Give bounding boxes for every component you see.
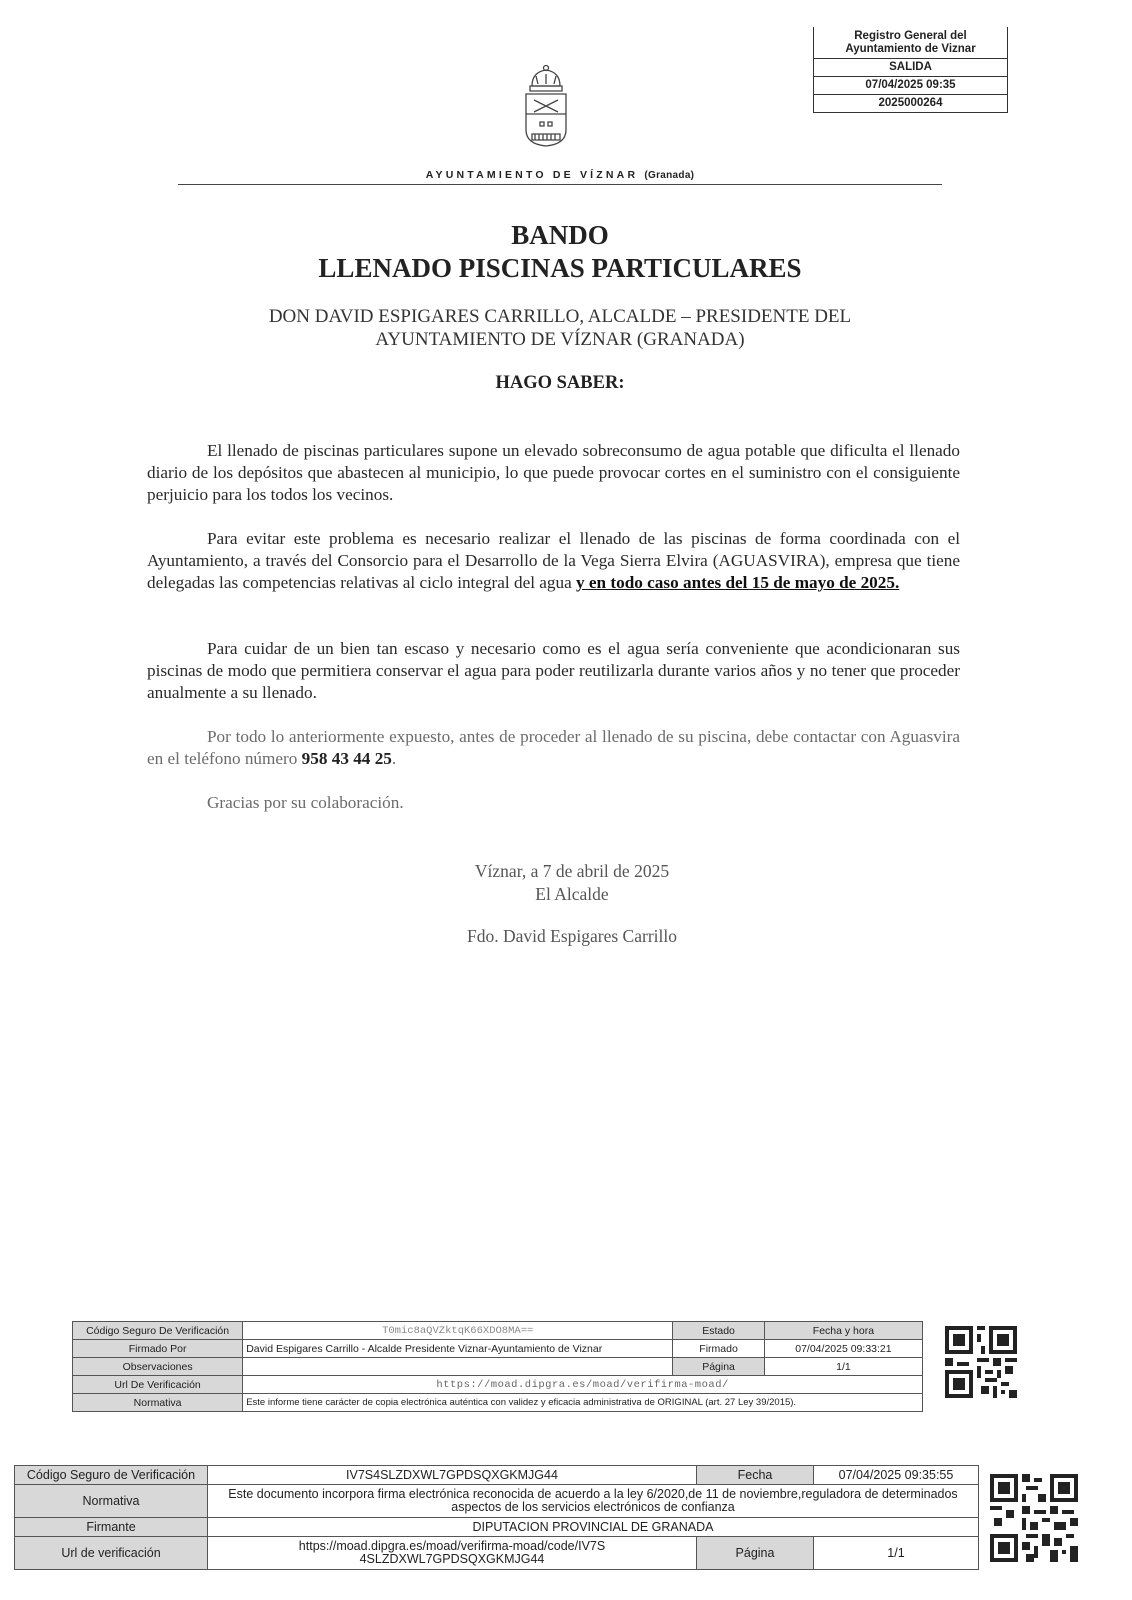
fecha-hora-value: 07/04/2025 09:33:21 <box>764 1340 922 1358</box>
normativa-label: Normativa <box>73 1394 243 1412</box>
pagina-value: 1/1 <box>764 1358 922 1376</box>
municipality-header <box>178 169 942 181</box>
paragraph-2 <box>147 528 960 594</box>
normativa-value: Este informe tiene carácter de copia electrónica auténtica con validez y eficacia administrativa de ORIGINAL (art. 27 Ley 39/2015). <box>243 1394 923 1412</box>
url2-value[interactable]: https://moad.dipgra.es/moad/verifirma-moad/code/IV7S4SLZDXWL7GPDSQXGKMJG44 <box>208 1537 697 1570</box>
paragraph-5 <box>147 792 960 814</box>
stamp-title: Registro General del Ayuntamiento de Viznar <box>845 30 976 55</box>
stamp-type: SALIDA <box>814 58 1007 76</box>
issuer-line-1: DON DAVID ESPIGARES CARRILLO, ALCALDE – PRESIDENTE DEL <box>268 306 852 327</box>
firmante-label: Firmante <box>15 1518 208 1537</box>
firmante-value: DIPUTACION PROVINCIAL DE GRANADA <box>208 1518 979 1537</box>
normativa2-value: Este documento incorpora firma electrónica reconocida de acuerdo a la ley 6/2020,de 11 de noviembre,reguladora de determinados aspectos de los servicios electrónicos de confianza <box>208 1485 979 1518</box>
csv2-value: IV7S4SLZDXWL7GPDSQXGKMJG44 <box>208 1466 697 1485</box>
fecha2-value: 07/04/2025 09:35:55 <box>814 1466 979 1485</box>
issuer-line-2: AYUNTAMIENTO DE VÍZNAR (GRANADA) <box>375 329 745 350</box>
firmado-por-value: David Espigares Carrillo - Alcalde Presidente Viznar-Ayuntamiento de Viznar <box>243 1340 673 1358</box>
paragraph-4-end: . <box>391 749 397 768</box>
signature-role: El Alcalde <box>535 884 609 904</box>
paragraph-3 <box>147 638 960 704</box>
hago-saber: HAGO SABER: <box>495 373 625 393</box>
qr-code-icon <box>945 1326 1017 1398</box>
csv2-label: Código Seguro de Verificación <box>15 1466 208 1485</box>
pagina-label: Página <box>673 1358 765 1376</box>
title-subject: LLENADO PISCINAS PARTICULARES <box>318 253 802 283</box>
url2-label: Url de verificación <box>15 1537 208 1570</box>
fecha-hora-label: Fecha y hora <box>764 1322 922 1340</box>
title-bando: BANDO <box>511 220 609 250</box>
firmado-por-label: Firmado Por <box>73 1340 243 1358</box>
signature-signed: Fdo. David Espigares Carrillo <box>467 926 677 946</box>
estado-label: Estado <box>673 1322 765 1340</box>
qr-code-icon <box>990 1474 1078 1562</box>
url-label: Url De Verificación <box>73 1376 243 1394</box>
csv-value: T0mic8aQVZktqK66XDO8MA== <box>243 1322 673 1340</box>
paragraph-1 <box>147 440 960 506</box>
deadline-emphasis: y en todo caso antes del 15 de mayo de 2025. <box>576 573 900 592</box>
paragraph-3-text: Para cuidar de un bien tan escaso y necesario como es el agua sería conveniente que acondicionaran sus piscinas de modo que permitiera conservar el agua para poder reutilizarla durante varios años y no tener que proceder anualmente a su llenado. <box>147 639 960 702</box>
paragraph-4-text: Por todo lo anteriormente expuesto, antes de proceder al llenado de su piscina, debe contactar con Aguasvira en el teléfono número <box>147 727 960 768</box>
header-rule <box>178 184 942 185</box>
municipality-name: AYUNTAMIENTO DE VÍZNAR <box>425 169 639 181</box>
pagina2-label: Página <box>697 1537 814 1570</box>
verification-table-1 <box>72 1321 923 1412</box>
verification-table-2 <box>14 1465 979 1570</box>
phone-number: 958 43 44 25 <box>301 749 392 768</box>
municipal-crest-icon <box>518 64 574 148</box>
stamp-datetime: 07/04/2025 09:35 <box>814 76 1007 94</box>
normativa2-label: Normativa <box>15 1485 208 1518</box>
fecha2-label: Fecha <box>697 1466 814 1485</box>
observaciones-label: Observaciones <box>73 1358 243 1376</box>
observaciones-value <box>243 1358 673 1376</box>
paragraph-1-text: El llenado de piscinas particulares supone un elevado sobreconsumo de agua potable que dificulta el llenado diario de los depósitos que abastecen al municipio, lo que puede provocar cortes en el suministro con el consiguiente perjuicio para los todos los vecinos. <box>147 441 960 504</box>
paragraph-4 <box>147 726 960 770</box>
csv-label: Código Seguro De Verificación <box>73 1322 243 1340</box>
paragraph-5-text: Gracias por su colaboración. <box>207 793 404 812</box>
municipality-province: (Granada) <box>644 170 695 181</box>
registry-stamp <box>813 27 1008 113</box>
url-value[interactable]: https://moad.dipgra.es/moad/verifirma-moad/ <box>243 1376 923 1394</box>
signature-place-date: Víznar, a 7 de abril de 2025 <box>474 861 670 881</box>
stamp-number: 2025000264 <box>814 94 1007 113</box>
pagina2-value: 1/1 <box>814 1537 979 1570</box>
estado-value: Firmado <box>673 1340 765 1358</box>
paragraph-2-text: Para evitar este problema es necesario realizar el llenado de las piscinas de forma coordinada con el Ayuntamiento, a través del Consorcio para el Desarrollo de la Vega Sierra Elvira (AGUASVIRA), empresa que tiene delegadas las competencias relativas al ciclo integral del agua <box>147 529 960 592</box>
